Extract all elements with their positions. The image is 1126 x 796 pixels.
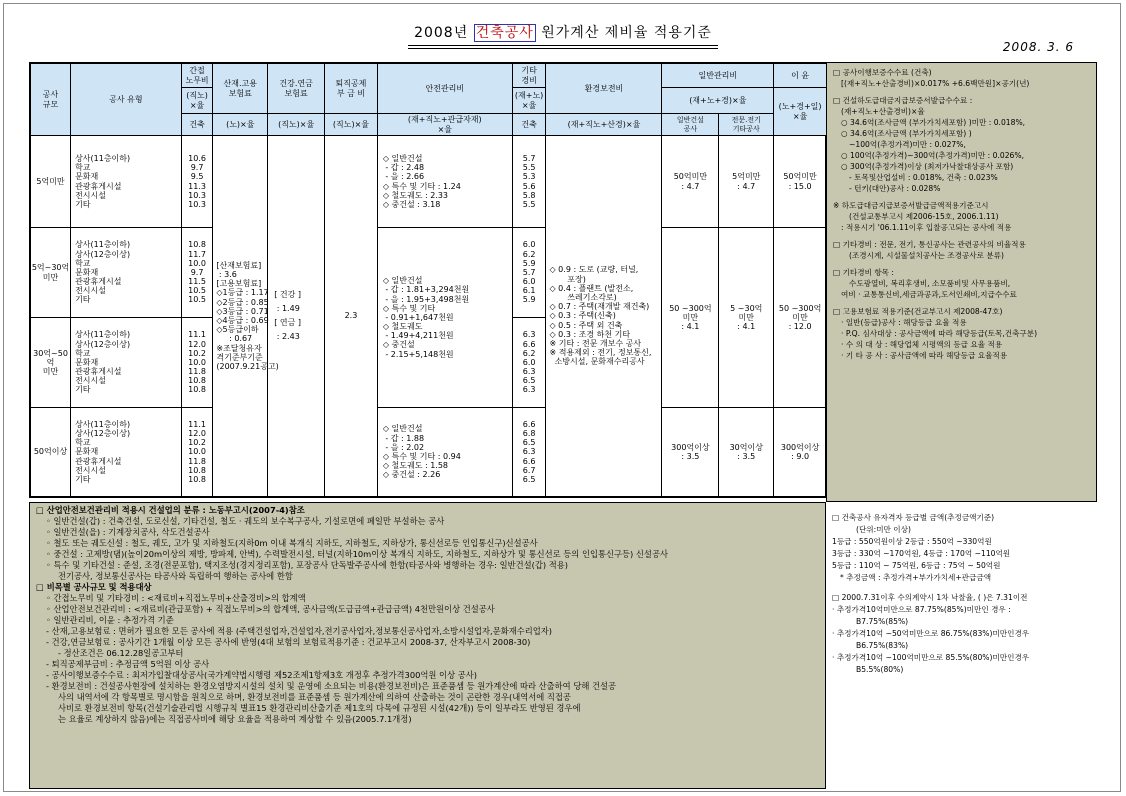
cell-line: 10.3 [188,190,206,200]
cell-line: ◇ 철도궤도 : 2.33 [382,190,449,200]
header-misc-unit: (재+노) ×율 [512,88,546,114]
cell-line: 학교 [75,163,91,173]
note-line: - 퇴직공제부금비 : 추정금액 5억원 이상 공사 [46,659,210,669]
cell-line: 6.0 [522,240,536,250]
row-types [71,136,182,228]
cell-line: [산재보험료] [216,260,262,270]
page-title: 2008년 건축공사 원가계산 제비율 적용기준 [408,22,718,49]
row-special: 30억이상 : 3.5 [719,408,774,497]
cell-line: ◇ 0.4 : 플랜트 (발전소, [549,283,634,293]
row-labor-rates [181,318,213,408]
header-profit-unit: (노+경+일) ×율 [774,88,827,136]
cell-line: - 을 : 2.02 [382,442,425,452]
row-misc-rates [512,318,546,408]
cell-line: 6.3 [522,330,536,340]
note-line: 사비로 환경보전비 항목(건설기술관리법 시행규칙 별표15 환경관리비산출기준 제1호의 다목에 규정된 시설(42개)) 등이 일부라도 반영된 경우에 [58,703,581,713]
cell-line: ◇ 0.9 : 도로 (교량, 터널, [549,265,639,275]
row-scale: 50억이상 [31,408,71,497]
cell-line: 12.0 [188,429,206,439]
cell-line: 상사(12층이상) [75,339,131,349]
cell-line: - 0.91+1,647천원 [382,312,454,322]
cell-line: ※ 기타 : 전문 개보수 공사 [549,338,642,348]
cell-line: 10.8 [188,376,206,386]
note-line: - 산재,고용보험료 : 면허가 필요한 모든 공사에 적용 (주택건설업자,건설업자,전기공사업자,정보통신공사업자,소방시설업자,문화재수리업자) [46,626,553,636]
cell-line: 쓰레기소각로) [549,293,617,303]
header-health-pension-unit: (직노)×율 [268,114,325,136]
note-line: * 추정금액 : 추정가격+부가가치세+관급금액 [840,573,992,582]
row-safety [377,228,512,408]
cell-line: 5.6 [522,181,536,191]
cell-line: 문화재 [75,447,99,457]
notes-bottom [29,502,826,789]
cell-line: 포장) [549,274,586,284]
cell-line: 9.7 [190,163,204,173]
cell-line: 학교 [75,438,91,448]
header-general-unit: (재+노+경)×율 [662,88,774,114]
note-line: □ 건축공사 유자격자 등급별 금액(추정금액기준) [832,513,995,522]
cell-line: ◇3등급 : 0.71 [216,306,269,316]
title-area [0,22,1126,49]
cell-line: 상사(11층이하) [75,419,131,429]
row-misc-rates [512,228,546,318]
cell-line: 5.9 [522,258,536,268]
cell-line: 격기준부기준 [216,352,263,362]
cell-line: ◇4등급 : 0.69 [216,316,269,325]
row-types [71,408,182,497]
header-general: 일반관리비 [662,64,774,88]
cell-line: 9.7 [190,267,204,277]
note-line: - 건강,연금보험료 : 공사기간 1개월 이상 모든 공사에 반영(4대 보험의 보험료적용기준 : 건교부고시 2008-37, 산자부고시 2008-30) [46,637,531,647]
header-industrial-insurance-unit: (노)×율 [213,114,268,136]
cell-line: 상사(12층이상) [75,249,131,259]
cell-line: 11.8 [188,456,206,466]
cell-line: 학교 [75,258,91,268]
note-line: □ 기타경비 항목 : [833,268,894,277]
cell-line: ◇ 0.3 : 조경 하천 기타 [549,329,631,339]
note-line: ◦ 일반건설(을) : 기계장치공사, 삭도건설공사 [46,527,210,537]
cell-line: 관광휴게시설 [75,277,122,287]
cell-line: ◇ 철도궤도 [382,322,423,332]
row-general: 50억미만 : 4.7 [662,136,719,228]
cell-line: 10.0 [188,447,206,457]
header-general-sub2: 전문.전기 기타공사 [719,114,774,136]
cell-line: 기타 [75,474,91,484]
cell-line: [ 연금 ] [274,318,301,327]
note-line: B6.75%(83%) [856,641,909,650]
cell-line: 5.8 [522,190,536,200]
note-line: 3등급 : 330억 ~170억원, 4등급 : 170억 ~110억원 [832,549,1011,558]
cell-line: 12.0 [188,339,206,349]
cell-line: ◇ 철도궤도 : 1.58 [382,461,449,471]
row-misc-rates [512,408,546,497]
row-misc-rates [512,136,546,228]
cell-line: ◇ 일반건설 [382,153,423,163]
note-line: 전기공사, 정보통신공사는 타공사와 독립하여 행하는 공사에 한함 [58,571,293,581]
header-indirect-labor-unit: (직노) ×율 [181,88,213,114]
cell-line: - 을 : 2.66 [382,172,425,182]
cell-line: 10.8 [188,474,206,484]
note-line: ◦ 간접노무비 및 기타경비 : <재료비+직접노무비+산출경비>의 합계액 [46,593,306,603]
row-profit: 300억이상 : 9.0 [774,408,827,497]
cell-line: 6.6 [522,456,536,466]
cell-line: 학교 [75,348,91,358]
header-profit: 이 윤 [774,64,827,88]
row-general: 50 ~300억 미만 : 4.1 [662,228,719,408]
note-line: ○ 100억(추정가격)~300억(추정가격)미만 : 0.026%, [841,151,1025,160]
note-line: □ 건설하도급대금지급보증서발급수수료 : [833,96,973,105]
note-line: - 환경보전비 : 건설공사현장에 설치하는 환경오염방지시설의 설치 및 운영에 소요되는 비용(환경보전비)은 표준품셈 등 원가계산에 따라 산출하여 당해 건설공 [46,681,617,691]
cell-line: : 3.6 [216,270,237,280]
note-line: ◦ 철도 또는 궤도신설 : 철도, 궤도, 고가 및 지하철도(지하0m 이내 복개식 지하도, 지하철도, 지하상가, 통신선로등 인입통신구)신설공사 [46,538,538,548]
note-line: ◦ 중건설 : 고제방(댐)(높이20m이상의 제방, 방파제, 안벽), 수력발전시설, 터널(지하10m이상 복개식 지하도, 지하철도, 지하상가 및 통신선로 등의 인입통신구등) 신설공사 [46,549,668,559]
cell-line: - 갑 : 2.48 [382,163,425,173]
note-line: ○ 34.6억(조사금액 (부가가치세포함) )미만 : 0.018%, [841,118,1026,127]
rate-table-area [29,62,826,498]
cell-line: 문화재 [75,267,99,277]
cell-line: 10.0 [188,258,206,268]
note-line: B7.75%(85%) [856,617,909,626]
cell-line: 10.6 [188,153,206,163]
cell-line: 9.5 [190,172,204,182]
env-cell [546,136,662,497]
header-misc-sub: 건축 [512,114,546,136]
header-misc: 기타 경비 [512,64,546,88]
cell-line: 6.3 [522,367,536,377]
cell-line: 소방시설, 문화재수리공사 [549,357,645,367]
cell-line: ◇ 0.7 : 주택(재개발 재건축) [549,302,650,312]
cell-line: 10.0 [188,357,206,367]
header-health-pension: 건강.연금 보험료 [268,64,325,114]
row-types [71,228,182,318]
note-line: ◦ 일반건설(갑) : 건축건설, 도로신설, 기타건설, 철도 · 궤도의 보수복구공사, 기설로면에 페일만 부설하는 공사 [46,516,445,526]
cell-line: 기타 [75,295,91,305]
cell-line: 11.5 [188,277,206,287]
cell-line: 11.7 [188,249,206,259]
cell-line: 관광휴게시설 [75,456,122,466]
notes-side [826,62,1097,502]
cell-line: - 2.15+5,148천원 [382,349,454,359]
cell-line: 6.3 [522,447,536,457]
cell-line: 10.2 [188,438,206,448]
note-line: □ 기타경비 : 전문, 전기, 통신공사는 관련공사의 비율적용 [833,240,1026,249]
header-general-sub1: 일반건설 공사 [662,114,719,136]
header-retirement-unit: (직노)×율 [325,114,378,136]
row-scale: 30억~50억 미만 [31,318,71,408]
note-line: - 정산조건은 06.12.28일공고부터 [58,648,184,658]
cell-line: 상사(12층이상) [75,429,131,439]
header-scale: 공사 규모 [31,64,71,136]
row-safety [377,136,512,228]
cell-line: 전시시설 [75,376,106,386]
header-safety: 안전관리비 [377,64,512,114]
cell-line: 6.1 [522,286,536,296]
note-line: (단위:미만 이상) [856,525,911,534]
cell-line: 10.8 [188,240,206,250]
cell-line: ◇ 특수 및 기타 : 1.24 [382,181,461,191]
cell-line: 기타 [75,199,91,209]
spacer [832,584,1091,592]
retirement-cell: 2.3 [325,136,378,497]
note-line: 는 요율로 계상하지 않음)에는 직접공사비에 해당 요율을 적용하여 계상할 수 있음(2005.7.1개정) [58,714,412,724]
cell-line: 상사(11층이하) [75,330,131,340]
cell-line: 6.0 [522,357,536,367]
row-profit: 50 ~300억 미만 : 12.0 [774,228,827,408]
cell-line: 6.6 [522,419,536,429]
note-line: 사의 내역서에 각 항목별로 명시함을 원칙으로 하며, 환경보전비를 표준품셈 등 원가계산에 의하여 산출하는 것이 곤란한 경우(내역서에 직접공 [58,692,571,702]
cell-line: 11.8 [188,367,206,377]
cell-line: 상사(11층이하) [75,153,131,163]
cell-line: 기타 [75,385,91,395]
cell-line: 11.1 [188,419,206,429]
note-line: ◦ 특수 및 기타건설 : 준설, 조경(전문포함), 택지조성(경지정리포함), 포장공사 단독발주공사에 한함(타공사와 병행하는 경우: 일반건설(갑) 적용) [46,560,569,570]
cell-line: 6.7 [522,465,536,475]
note-line: ○ 300억(추정가격)이상 (최저가낙찰대상공사 포함) [841,162,1014,171]
cell-line: 10.5 [188,286,206,296]
row-profit: 50억미만 : 15.0 [774,136,827,228]
cell-line: [ 건강 ] [274,290,301,299]
row-types [71,318,182,408]
note-line: [(재+직노+산출경비)×0.017% +6.6백만원]×공기(년) [841,79,1030,88]
note-line: 1등급 : 550억원이상 2등급 : 550억 ~330억원 [832,537,992,546]
cell-line: 상사(11층이하) [75,240,131,250]
cell-line: ◇5등급이하 [216,325,259,335]
cell-line: 6.5 [522,438,536,448]
cell-line: 전시시설 [75,286,106,296]
header-env: 환경보전비 [546,64,662,114]
note-line: ※ 하도급대금지급보증서발급금액적용기준고시 [833,201,989,210]
cell-line: 5.3 [522,172,536,182]
header-env-unit: (재+직노+산경)×율 [546,114,662,136]
note-line: - 토목및산업설비 : 0.018%, 건축 : 0.023% [849,173,998,182]
cell-line: - 갑 : 1.81+3,294천원 [382,285,470,295]
note-line: □ 공사이행보증수수료 (건축) [833,68,932,77]
cell-line: ◇ 중건설 : 2.26 [382,470,441,480]
rate-table [30,63,827,497]
cell-line: 5.5 [522,199,536,209]
cell-line: ◇ 중건설 : 3.18 [382,199,441,209]
cell-line: 6.2 [522,249,536,259]
cell-line: : 1.49 [274,304,300,313]
cell-line: 6.3 [522,385,536,395]
cell-line: ◇ 중건설 [382,340,415,350]
cell-line: 관광휴게시설 [75,367,122,377]
note-line: · 추정가격10억미만으로 87.75%(85%)미만인 경우 : [832,605,1011,614]
row-safety [377,408,512,497]
cell-line: 11.1 [188,330,206,340]
header-industrial-insurance: 산재.고용 보험료 [213,64,268,114]
note-line: : 적용시기 '06.1.11이후 입찰공고되는 공사에 적용 [841,223,1012,232]
cell-line: ◇ 특수 및 기타 [382,303,436,313]
cell-line: 관광휴게시설 [75,181,122,191]
cell-line: : 0.67 [216,334,253,344]
note-line: B5.5%(80%) [856,665,904,674]
note-line: □ 2000.7.31이후 수의계약시 1차 낙찰율, ( )은 7.31이전 [832,593,1028,602]
cell-line: 문화재 [75,172,99,182]
cell-line: ◇ 일반건설 [382,424,423,434]
note-line: - 턴키(대안)공사 : 0.028% [849,184,941,193]
cell-line: - 갑 : 1.88 [382,433,425,443]
cell-line: 5.9 [522,295,536,305]
note-line: (재+직노+산출경비)×율 [841,107,925,116]
cell-line: 6.0 [522,277,536,287]
cell-line: ◇ 일반건설 [382,276,423,286]
cell-line: 10.5 [188,295,206,305]
header-type: 공사 유형 [71,64,182,136]
header-indirect-labor-sub: 건축 [181,114,213,136]
note-line: ◦ 산업안전보건관리비 : <재료비(관급포함) + 직접노무비>의 합계액, 공사금액(도급금액+관급금액) 4천만원이상 건설공사 [46,604,495,614]
cell-line: : 2.43 [274,332,300,341]
cell-line: 6.8 [522,429,536,439]
cell-line: 6.5 [522,376,536,386]
insurance-cell [213,136,279,497]
cell-line: 10.2 [188,348,206,358]
cell-line: (2007.9.21공고) [216,361,279,371]
note-line: (조경시계, 시설물설치공사는 조경공사로 분류) [849,251,1004,260]
cell-line: 5.5 [522,163,536,173]
cell-line: 6.6 [522,339,536,349]
cell-line: - 1.49+4,211천원 [382,331,454,341]
cell-line: 5.7 [522,267,536,277]
row-labor-rates [181,228,213,318]
note-line: (건설교통부고시 제2006-15호, 2006.1.11) [849,212,999,221]
note-line: · 기 타 공 사 : 공사금액에 따라 해당등급 요율적용 [841,351,1008,360]
cell-line: 10.8 [188,385,206,395]
cell-line: [고용보험료] [216,279,262,289]
note-line: □ 고용보험료 적용기준(건교부고시 제2008-47호) [833,307,1003,316]
cell-line: ◇ 0.3 : 주택(신축) [549,311,616,321]
header-indirect-labor: 간접 노무비 [181,64,213,88]
row-scale: 5억~30억 미만 [31,228,71,318]
cell-line: ◇ 0.5 : 주택 외 건축 [549,320,623,330]
cell-line: 6.5 [522,474,536,484]
note-line: 수도광열비, 복리후생비, 소모품비및 사무용품비, [849,279,1011,288]
header-safety-unit: (재+직노+관급자재) ×율 [377,114,512,136]
note-line: 5등급 : 110억 ~ 75억원, 6등급 : 75억 ~ 50억원 [832,561,1001,570]
row-labor-rates [181,136,213,228]
cell-line: 10.3 [188,199,206,209]
cell-line: ※조달청유자 [216,343,262,353]
note-line: · 추정가격10억 ~50억미만으로 86.75%(83%)미만인경우 [832,629,1030,638]
note-line: ○ 34.6억(조사금액 (부가가치세포함) ) [841,129,972,138]
cell-line: 문화재 [75,357,99,367]
note-line: □ 비목별 공사규모 및 적용대상 [36,582,152,592]
note-line: □ 산업안전보건관리비 적용시 건설업의 분류 : 노동부고시(2007-4)참조 [36,505,305,515]
note-line: · 수 의 대 상 : 해당업체 시평액의 등급 요율 적용 [841,340,1003,349]
note-line: · 일반(등급)공사 : 해당등급 요율 적용 [841,318,967,327]
cell-line: ※ 적용제외 : 전기, 정보통신, [549,348,652,358]
cell-line: 6.2 [522,348,536,358]
row-labor-rates [181,408,213,497]
note-line: ~100억(추정가격)미만 : 0.027%, [849,140,966,149]
cell-line: ◇1등급 : 1.17 [216,288,269,298]
note-line: - 공사이행보증수수료 : 최저가입찰대상공사(국가계약법시행령 제52조제1항제3호 개정후 추정가격300억원 이상 공사) [46,670,477,680]
cell-line: 11.3 [188,181,206,191]
health-pension-cell [268,136,325,497]
document-date: 2008. 3. 6 [1002,40,1074,54]
cell-line: ◇ 특수 및 기타 : 0.94 [382,452,461,461]
row-special: 5억미만 : 4.7 [719,136,774,228]
notes-side-lower [826,502,1097,789]
title-highlight: 건축공사 [475,25,534,41]
row-scale: 5억미만 [31,136,71,228]
row-general: 300억이상 : 3.5 [662,408,719,497]
cell-line: 전시시설 [75,190,106,200]
cell-line: 10.8 [188,465,206,475]
note-line: · 추정가격10억 ~100억미만으로 85.5%(80%)미만인경우 [832,653,1030,662]
cell-line: ◇2등급 : 0.85 [216,297,269,307]
note-line: ◦ 일반관리비, 이윤 : 추정가격 기준 [46,615,174,625]
header-retirement: 퇴직공제 부 금 비 [325,64,378,114]
cell-line: 전시시설 [75,465,106,475]
cell-line: 5.7 [522,153,536,163]
note-line: 여비 · 교통통신비,세금과공과,도서인쇄비,지급수수료 [841,290,1017,299]
note-line: · P.Q. 심사대상 : 공사금액에 따라 해당등급(토목,건축구분) [841,329,1038,338]
cell-line: - 을 : 1.95+3,498천원 [382,294,470,304]
row-special: 5 ~30억 미만 : 4.1 [719,228,774,408]
